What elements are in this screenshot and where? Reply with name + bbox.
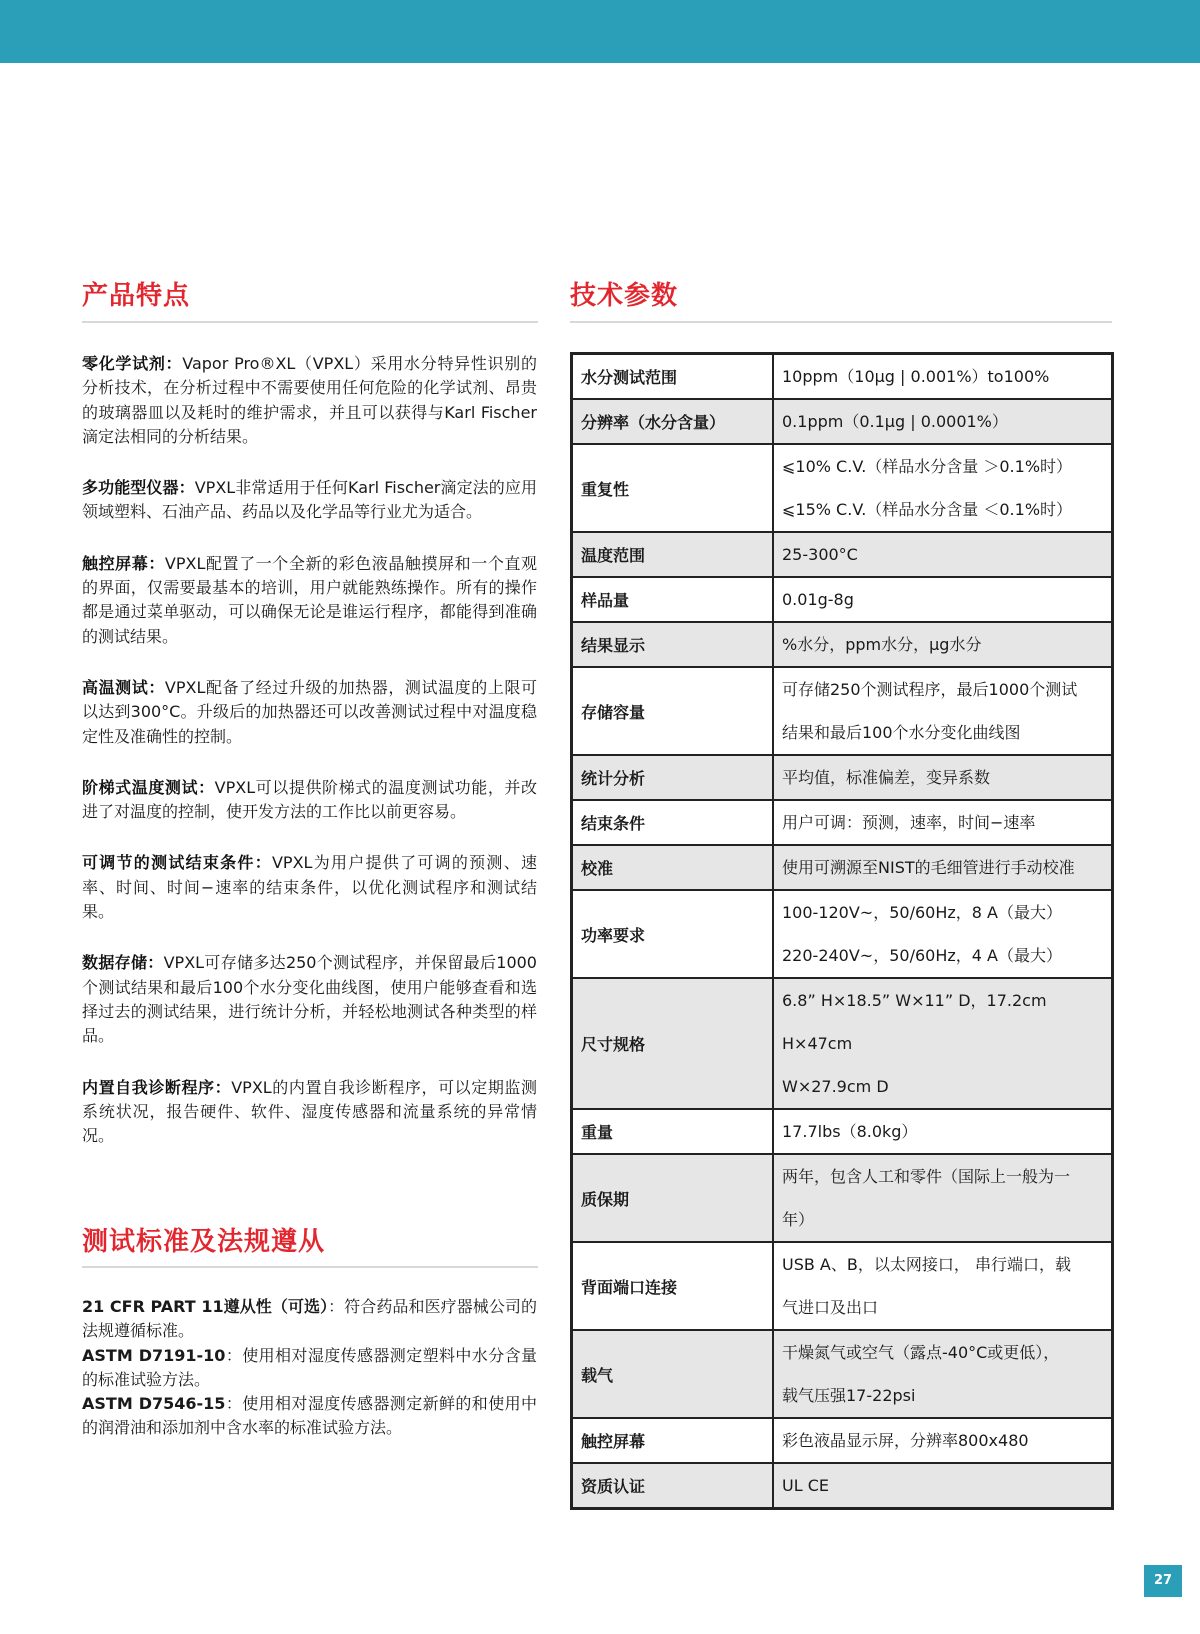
feature-text: VPXL可存储多达250个测试程序，并保留最后1000个测试结果和最后100个水分变化曲线图，使用户能够查看和选择过去的测试结果，进行统计分析，并轻松地测试各种类型的样品。 (82, 953, 537, 1046)
spec-value-line: 220-240V~，50/60Hz，4 A（最大） (782, 946, 1062, 965)
feature-item (82, 851, 537, 924)
spec-row (572, 399, 1113, 444)
feature-item (82, 352, 537, 449)
feature-item (82, 476, 537, 525)
spec-row (572, 890, 1113, 978)
feature-item (82, 552, 537, 649)
spec-key: 样品量 (572, 577, 774, 622)
spec-value-line: ⩽10% C.V.（样品水分含量 ＞0.1%时） (782, 457, 1073, 476)
spec-value-line: USB A、B，以太网接口， 串行端口，载 (782, 1255, 1071, 1274)
standard-item (82, 1295, 537, 1344)
spec-value (773, 354, 1113, 400)
spec-key: 水分测试范围 (572, 354, 774, 400)
spec-row (572, 1154, 1113, 1242)
standard-text: ：使用相对湿度传感器测定塑料中水分含量的标准试验方法。 (82, 1345, 537, 1389)
spec-key: 背面端口连接 (572, 1242, 774, 1330)
feature-text: VPXL配备了经过升级的加热器，测试温度的上限可以达到300°C。升级后的加热器还可以改善测试过程中对温度稳定性及准确性的控制。 (82, 677, 537, 746)
features-heading: 产品特点 (82, 281, 191, 311)
spec-value-line: UL CE (782, 1476, 829, 1495)
spec-row (572, 978, 1113, 1109)
feature-item (82, 676, 537, 749)
spec-value (773, 577, 1113, 622)
feature-text: VPXL的内置自我诊断程序，可以定期监测系统状况，报告硬件、软件、湿度传感器和流量系统的异常情况。 (82, 1077, 537, 1146)
spec-key: 存储容量 (572, 667, 774, 755)
spec-key: 载气 (572, 1330, 774, 1418)
spec-row (572, 354, 1113, 400)
spec-value-line: 彩色液晶显示屏，分辨率800x480 (782, 1431, 1029, 1450)
standard-item (82, 1392, 537, 1441)
spec-value-line: 结果和最后100个水分变化曲线图 (782, 723, 1021, 742)
spec-value (773, 444, 1113, 532)
spec-value (773, 1109, 1113, 1154)
spec-value (773, 622, 1113, 667)
standards-rule (82, 1266, 538, 1268)
feature-separator: ： (148, 677, 165, 697)
spec-key: 结果显示 (572, 622, 774, 667)
spec-value-line: 25-300°C (782, 545, 858, 564)
standard-text: ：使用相对湿度传感器测定新鲜的和使用中的润滑油和添加剂中含水率的标准试验方法。 (82, 1394, 537, 1438)
spec-value (773, 1154, 1113, 1242)
feature-title: 多功能型仪器 (82, 478, 179, 498)
specs-rule (570, 321, 1112, 323)
feature-title: 可调节的测试结束条件 (82, 853, 255, 873)
spec-value-line: ⩽15% C.V.（样品水分含量 ＜0.1%时） (782, 500, 1073, 519)
spec-value-line: 6.8” H×18.5” W×11” D，17.2cm H×47cm (782, 991, 1047, 1053)
specs-heading: 技术参数 (570, 281, 679, 311)
standard-item (82, 1344, 537, 1393)
spec-key: 结束条件 (572, 800, 774, 845)
standard-title: 21 CFR PART 11遵从性（可选） (82, 1297, 329, 1316)
spec-table (570, 352, 1114, 1510)
spec-value-line: %水分，ppm水分，μg水分 (782, 635, 982, 654)
spec-row (572, 622, 1113, 667)
spec-value (773, 800, 1113, 845)
feature-separator: ： (178, 478, 195, 498)
spec-row (572, 1109, 1113, 1154)
spec-value-line: 年） (782, 1210, 815, 1229)
spec-key: 功率要求 (572, 890, 774, 978)
spec-value (773, 1330, 1113, 1418)
spec-value (773, 1418, 1113, 1463)
spec-row (572, 444, 1113, 532)
spec-key: 分辨率（水分含量） (572, 399, 774, 444)
spec-value-line: 17.7lbs（8.0kg） (782, 1122, 918, 1141)
standard-text: ：符合药品和医疗器械公司的法规遵循标准。 (82, 1297, 537, 1341)
spec-row (572, 800, 1113, 845)
spec-key: 重复性 (572, 444, 774, 532)
spec-value-line: W×27.9cm D (782, 1077, 889, 1096)
page-number: 27 (1144, 1565, 1182, 1597)
spec-row (572, 667, 1113, 755)
spec-value-line: 用户可调：预测，速率，时间−速率 (782, 813, 1036, 832)
spec-key: 校准 (572, 845, 774, 890)
spec-value-line: 平均值，标准偏差，变异系数 (782, 768, 991, 787)
feature-separator: ： (147, 953, 164, 973)
spec-key: 温度范围 (572, 532, 774, 577)
spec-row (572, 577, 1113, 622)
spec-value-line: 0.1ppm（0.1μg | 0.0001%） (782, 412, 1008, 431)
feature-separator: ： (165, 354, 183, 373)
header-band (0, 0, 1200, 63)
spec-row (572, 1242, 1113, 1330)
feature-text: VPXL可以提供阶梯式的温度测试功能，并改进了对温度的控制，使开发方法的工作比以前更容易。 (82, 777, 537, 822)
spec-value-line: 两年，包含人工和零件（国际上一般为一 (782, 1167, 1071, 1186)
spec-row (572, 532, 1113, 577)
standard-title: ASTM D7191-10 (82, 1345, 226, 1365)
spec-value-line: 载气压强17-22psi (782, 1386, 916, 1405)
spec-key: 尺寸规格 (572, 978, 774, 1109)
feature-title: 数据存储 (82, 953, 148, 973)
feature-separator: ： (198, 777, 215, 797)
feature-item (82, 1076, 537, 1149)
feature-title: 高温测试 (82, 677, 149, 697)
spec-row (572, 1330, 1113, 1418)
spec-value-line: 100-120V~，50/60Hz，8 A（最大） (782, 903, 1062, 922)
spec-key: 重量 (572, 1109, 774, 1154)
spec-row (572, 755, 1113, 800)
feature-item (82, 951, 537, 1048)
spec-value (773, 1242, 1113, 1330)
feature-title: 零化学试剂 (82, 354, 166, 373)
spec-value (773, 890, 1113, 978)
feature-text: VPXL配置了一个全新的彩色液晶触摸屏和一个直观的界面，仅需要最基本的培训，用户就能熟练操作。所有的操作都是通过菜单驱动，可以确保无论是谁运行程序，都能得到准确的测试结果。 (82, 553, 537, 646)
feature-text: VPXL为用户提供了可调的预测、速率、时间、时间−速率的结束条件，以优化测试程序和测试结果。 (82, 853, 537, 922)
features-rule (82, 321, 538, 323)
feature-title: 内置自我诊断程序 (82, 1077, 215, 1097)
features-list (82, 352, 537, 1175)
feature-text: Vapor Pro®XL（VPXL）采用水分特异性识别的分析技术，在分析过程中不需要使用任何危险的化学试剂、昂贵的玻璃器皿以及耗时的维护需求，并且可以获得与Karl Fischer滴定法相同的分析结果。 (82, 354, 537, 446)
spec-value-line: 可存储250个测试程序，最后1000个测试 (782, 680, 1078, 699)
spec-row (572, 845, 1113, 890)
spec-value (773, 845, 1113, 890)
feature-item (82, 776, 537, 825)
spec-value (773, 667, 1113, 755)
feature-title: 触控屏幕 (82, 553, 149, 573)
feature-separator: ： (148, 553, 165, 573)
spec-value-line: 干燥氮气或空气（露点-40°C或更低）， (782, 1343, 1060, 1362)
standards-list (82, 1295, 537, 1441)
feature-separator: ： (214, 1077, 232, 1097)
spec-key: 触控屏幕 (572, 1418, 774, 1463)
feature-separator: ： (254, 853, 272, 873)
spec-value (773, 399, 1113, 444)
feature-title: 阶梯式温度测试 (82, 777, 199, 797)
spec-key: 质保期 (572, 1154, 774, 1242)
spec-row (572, 1463, 1113, 1509)
spec-value-line: 0.01g-8g (782, 590, 854, 609)
standard-title: ASTM D7546-15 (82, 1394, 226, 1414)
standards-heading: 测试标准及法规遵从 (82, 1227, 326, 1257)
spec-value (773, 1463, 1113, 1509)
spec-key: 统计分析 (572, 755, 774, 800)
spec-value (773, 978, 1113, 1109)
spec-value-line: 使用可溯源至NIST的毛细管进行手动校准 (782, 858, 1075, 877)
spec-value (773, 755, 1113, 800)
spec-key: 资质认证 (572, 1463, 774, 1509)
spec-value (773, 532, 1113, 577)
spec-value-line: 气进口及出口 (782, 1298, 879, 1317)
spec-value-line: 10ppm（10μg | 0.001%）to100% (782, 367, 1050, 386)
spec-row (572, 1418, 1113, 1463)
feature-text: VPXL非常适用于任何Karl Fischer滴定法的应用领域塑料、石油产品、药品以及化学品等行业尤为适合。 (82, 478, 537, 522)
